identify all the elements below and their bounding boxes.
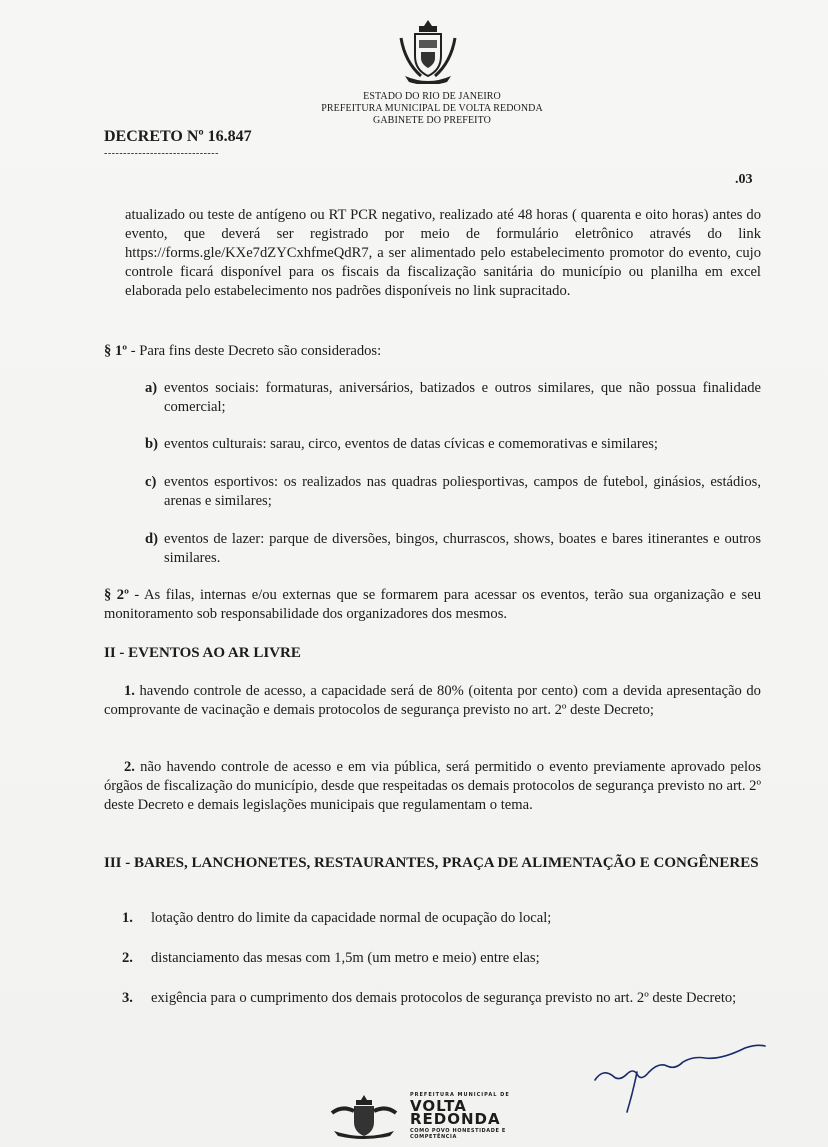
section-2-item-2-label: 2. [124,759,135,775]
item-b-text: eventos culturais: sarau, circo, eventos de datas cívicas e comemorativas e similares; [164,436,658,452]
page-number: .03 [735,172,753,187]
coat-of-arms-icon [395,18,461,84]
brand-tagline: COMO POVO HONESTIDADE E COMPETÊNCIA [410,1128,506,1140]
section-3-item-3-label: 3. [122,990,133,1006]
section-2-item-2-text: não havendo controle de acesso e em via pública, será permitido o evento previamente aprovado pelos órgãos de fiscalização do município, desde que respeitadas os demais protocolos de segurança previsto no art. 2º deste Decreto e demais legislações municipais que regulamentam o tema. [104,759,761,813]
paragraph-2-label: § 2º [104,587,129,603]
item-b-label: b) [145,436,158,452]
office-name: GABINETE DO PREFEITO [373,115,491,126]
paragraph-2-text: - As filas, internas e/ou externas que se formarem para acessar os eventos, terão sua organização e seu monitoramento sob responsabilidade dos organizadores dos mesmos. [104,587,761,622]
intro-paragraph: atualizado ou teste de antígeno ou RT PCR negativo, realizado até 48 horas ( quarenta e oito horas) antes do evento, que deverá ser registrado por meio de formulário eletrônico através do link https://forms.gle/KXe7dZYCxhfmeQdR7, a ser alimentado pelo estabelecimento promotor do evento, cujo controle ficará disponível para os fiscais da fiscalização sanitária do município ou planilha em excel elaborada pelo estabelecimento nos padrões disponíveis no link supracitado. [125,207,761,299]
brand-redonda: REDONDA [410,1110,501,1128]
paragraph-1 [104,342,704,361]
section-3-item-2-text: distanciamento das mesas com 1,5m (um metro e meio) entre elas; [151,950,540,966]
state-name: ESTADO DO RIO DE JANEIRO [363,91,501,102]
signature [585,1030,775,1120]
brand-volta: VOLTA [410,1097,467,1115]
item-d-text: eventos de lazer: parque de diversões, bingos, churrascos, shows, boates e bares itinerantes e outros similares. [164,531,761,566]
section-2-title: II - EVENTOS AO AR LIVRE [104,645,301,661]
item-c-label: c) [145,474,157,490]
letterhead [300,91,564,127]
section-2-item-1-text: havendo controle de acesso, a capacidade será de 80% (oitenta por cento) com a devida apresentação do comprovante de vacinação e demais protocolos de segurança previsto no art. 2º deste Decreto; [104,683,761,718]
item-d-label: d) [145,531,158,547]
section-3-title: III - BARES, LANCHONETES, RESTAURANTES, PRAÇA DE ALIMENTAÇÃO E CONGÊNERES [104,855,759,871]
paragraph-1-label: § 1º [104,343,128,359]
item-c-text: eventos esportivos: os realizados nas quadras poliesportivas, campos de futebol, ginásios, estádios, arenas e similares; [164,474,761,509]
section-2-item-2 [104,758,761,815]
paragraph-2 [104,586,761,624]
brand-caption: PREFEITURA MUNICIPAL DE [410,1092,510,1098]
section-2-item-1 [104,682,761,720]
paragraph-1-text: - Para fins deste Decreto são considerados: [127,343,382,359]
section-3-item-2-label: 2. [122,950,133,966]
section-2-item-1-label: 1. [124,683,135,699]
item-a-label: a) [145,380,158,396]
municipal-emblem-icon [328,1093,400,1139]
prefecture-name: PREFEITURA MUNICIPAL DE VOLTA REDONDA [321,103,543,114]
section-3-item-1-text: lotação dentro do limite da capacidade normal de ocupação do local; [151,910,552,926]
decree-underline: ------------------------------ [104,148,219,159]
decree-number: DECRETO Nº 16.847 [104,128,252,145]
section-3-item-3-text: exigência para o cumprimento dos demais protocolos de segurança previsto no art. 2º deste Decreto; [151,990,737,1006]
item-a-text: eventos sociais: formaturas, aniversários, batizados e outros similares, que não possua finalidade comercial; [164,380,761,415]
section-3-item-1-label: 1. [122,910,133,926]
